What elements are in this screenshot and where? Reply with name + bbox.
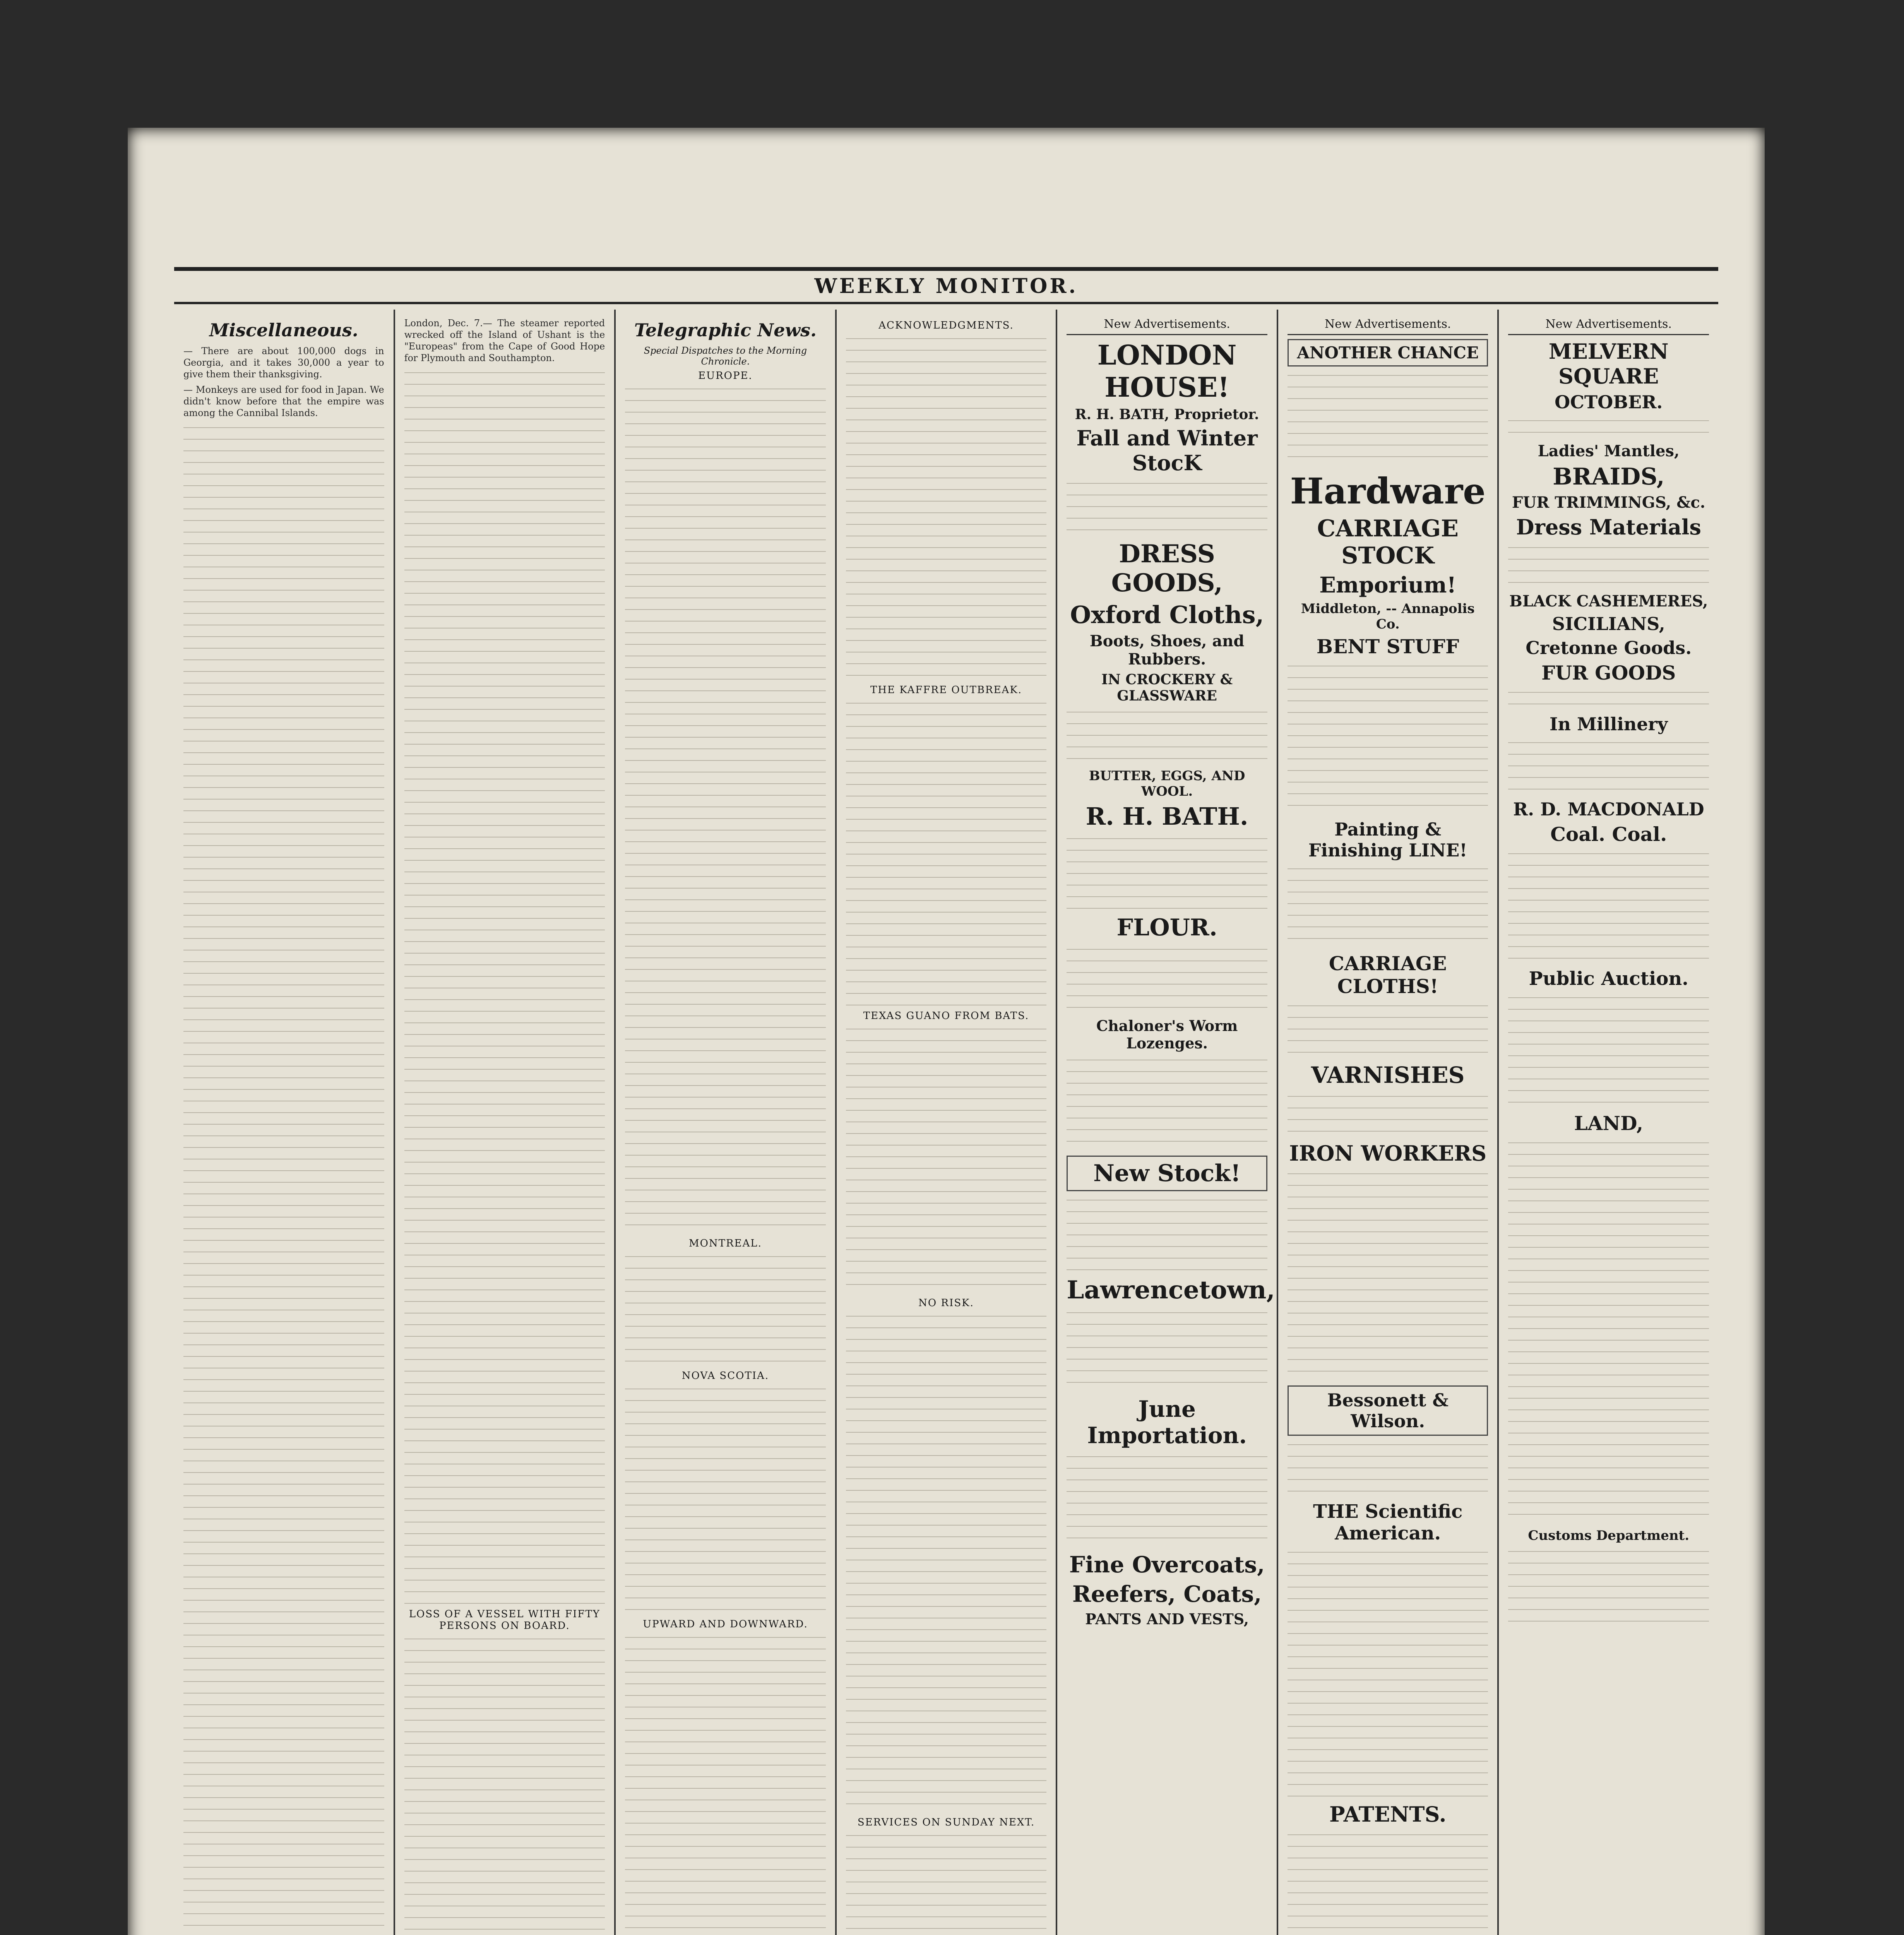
ad-proprietor: R. H. BATH, Proprietor. [1075, 406, 1259, 423]
text-block [1067, 1308, 1267, 1393]
miscellaneous-heading: Miscellaneous. [209, 320, 358, 341]
ad-title: PANTS AND VESTS, [1085, 1610, 1249, 1628]
ad-title: OCTOBER. [1555, 392, 1663, 413]
text-block [1508, 416, 1709, 439]
text-block [1288, 661, 1488, 816]
column-3 [616, 310, 837, 1935]
ad-title: R. D. MACDONALD [1513, 799, 1704, 820]
ad-title: IN CROCKERY & GLASSWARE [1101, 671, 1233, 704]
ad-title: Lawrencetown, [1067, 1276, 1275, 1305]
ad-title: FUR GOODS [1541, 661, 1676, 684]
section-heading: NOVA SCOTIA. [681, 1370, 769, 1382]
ad-title: Fall and Winter StocK [1076, 426, 1258, 475]
column-6 [1278, 310, 1499, 1935]
ad-title: Bessonett & Wilson. [1288, 1385, 1488, 1436]
ad-title: Chaloner's Worm Lozenges. [1096, 1017, 1238, 1052]
article-text: — There are about 100,000 dogs in Georgia, and it takes 30,000 a year to give them their thanksgiving. [183, 346, 384, 380]
ad-title: Painting & Finishing LINE! [1308, 819, 1467, 861]
text-block [1508, 849, 1709, 965]
text-block [846, 334, 1047, 682]
article-text: London, Dec. 7.— The steamer reported wrecked off the Island of Ushant is the "Europeas" from the Cape of Good Hope for Plymouth and Southampton. [404, 318, 605, 363]
text-block [1288, 1547, 1488, 1799]
ad-title: R. H. BATH. [1086, 802, 1248, 831]
text-block [1288, 1169, 1488, 1382]
ad-title: Boots, Shoes, and Rubbers. [1089, 632, 1245, 668]
ad-title: BUTTER, EGGS, AND WOOL. [1089, 768, 1245, 799]
ad-title: IRON WORKERS [1289, 1141, 1487, 1166]
ad-title: BRAIDS, [1553, 463, 1665, 490]
section-heading: UPWARD AND DOWNWARD. [643, 1618, 808, 1630]
text-block [1067, 1195, 1267, 1272]
ad-title: FUR TRIMMINGS, &c. [1512, 493, 1705, 512]
section-heading: ACKNOWLEDGMENTS. [878, 320, 1014, 331]
text-block [625, 384, 826, 1235]
ads-heading: New Advertisements. [1288, 317, 1488, 335]
ad-title: CARRIAGE CLOTHS! [1329, 952, 1447, 998]
ad-title: Fine Overcoats, [1069, 1551, 1265, 1578]
ad-title: Coal. Coal. [1550, 823, 1667, 846]
ad-title: Cretonne Goods. [1526, 637, 1692, 658]
text-block [404, 1634, 605, 1935]
ad-title: Hardware [1290, 470, 1486, 512]
text-block [846, 1831, 1047, 1935]
ad-title: CARRIAGE STOCK [1317, 515, 1459, 569]
ad-title: Oxford Cloths, [1070, 601, 1264, 629]
ad-title: ANOTHER CHANCE [1288, 339, 1488, 366]
text-block [1067, 1055, 1267, 1152]
ad-title: THE Scientific American. [1313, 1501, 1463, 1544]
column-2 [395, 310, 616, 1935]
text-block [1288, 1001, 1488, 1059]
column-5 [1057, 310, 1278, 1935]
column-1 [174, 310, 395, 1935]
ad-title: LONDON HOUSE! [1097, 339, 1237, 403]
newspaper-page [128, 128, 1765, 1935]
ad-title: In Millinery [1550, 714, 1668, 735]
text-block [1288, 864, 1488, 949]
ads-heading: New Advertisements. [1508, 317, 1709, 335]
text-block [625, 1632, 826, 1935]
column-4 [837, 310, 1058, 1935]
text-block [1067, 944, 1267, 1014]
text-block [846, 1024, 1047, 1295]
text-block [1508, 993, 1709, 1109]
masthead-title: WEEKLY MONITOR. [814, 274, 1078, 298]
ad-title: Middleton, -- Annapolis Co. [1301, 601, 1475, 632]
section-heading: TEXAS GUANO FROM BATS. [863, 1010, 1029, 1022]
ad-title: MELVERN SQUARE [1548, 339, 1669, 389]
text-block [1508, 687, 1709, 711]
ad-title: LAND, [1574, 1112, 1644, 1135]
ad-title: BENT STUFF [1316, 635, 1459, 658]
text-block [625, 1384, 826, 1616]
ad-title: June Importation. [1087, 1396, 1247, 1449]
text-block [846, 1311, 1047, 1814]
columns [174, 310, 1718, 1935]
text-block [1288, 1440, 1488, 1498]
ads-heading: New Advertisements. [1067, 317, 1267, 335]
text-block [846, 698, 1047, 1008]
text-block [1508, 543, 1709, 589]
article-heading: LOSS OF A VESSEL WITH FIFTY PERSONS ON BOARD. [409, 1608, 600, 1632]
article-text: — Monkeys are used for food in Japan. We didn't know before that the empire was among the Cannibal Islands. [183, 384, 384, 418]
text-block [183, 423, 384, 1935]
text-block [1288, 1091, 1488, 1138]
text-block [1067, 1452, 1267, 1548]
text-block [1508, 1138, 1709, 1525]
ad-title: Ladies' Mantles, [1538, 442, 1680, 460]
ad-title: New Stock! [1067, 1156, 1267, 1191]
dateline: Special Dispatches to the Morning Chronicle. [644, 345, 807, 367]
ad-title: Emporium! [1319, 572, 1457, 598]
text-block [1067, 478, 1267, 536]
ad-title: DRESS GOODS, [1111, 539, 1223, 598]
ad-title: FLOUR. [1116, 914, 1217, 941]
ad-title: VARNISHES [1311, 1062, 1465, 1088]
section-heading: MONTREAL. [688, 1238, 762, 1249]
ad-title: PATENTS. [1329, 1802, 1447, 1827]
section-heading: THE KAFFRE OUTBREAK. [870, 684, 1022, 696]
ad-title: Public Auction. [1529, 968, 1688, 990]
text-block [1288, 1830, 1488, 1935]
section-heading: NO RISK. [918, 1297, 974, 1309]
text-block [1508, 1546, 1709, 1624]
text-block [404, 368, 605, 1606]
ad-title: Dress Materials [1516, 515, 1701, 539]
section-heading: EUROPE. [698, 370, 753, 382]
column-7 [1499, 310, 1718, 1935]
text-block [625, 1252, 826, 1368]
text-block [1067, 834, 1267, 911]
masthead [174, 267, 1718, 304]
text-block [1508, 738, 1709, 796]
ad-title: Customs Department. [1528, 1528, 1690, 1543]
ad-title: BLACK CASHEMERES, [1509, 592, 1708, 610]
telegraphic-heading: Telegraphic News. [634, 320, 817, 341]
section-heading: SERVICES ON SUNDAY NEXT. [857, 1817, 1035, 1828]
ad-title: SICILIANS, [1552, 613, 1665, 634]
ad-title: Reefers, Coats, [1072, 1581, 1262, 1607]
text-block [1067, 707, 1267, 765]
text-block [1288, 370, 1488, 467]
